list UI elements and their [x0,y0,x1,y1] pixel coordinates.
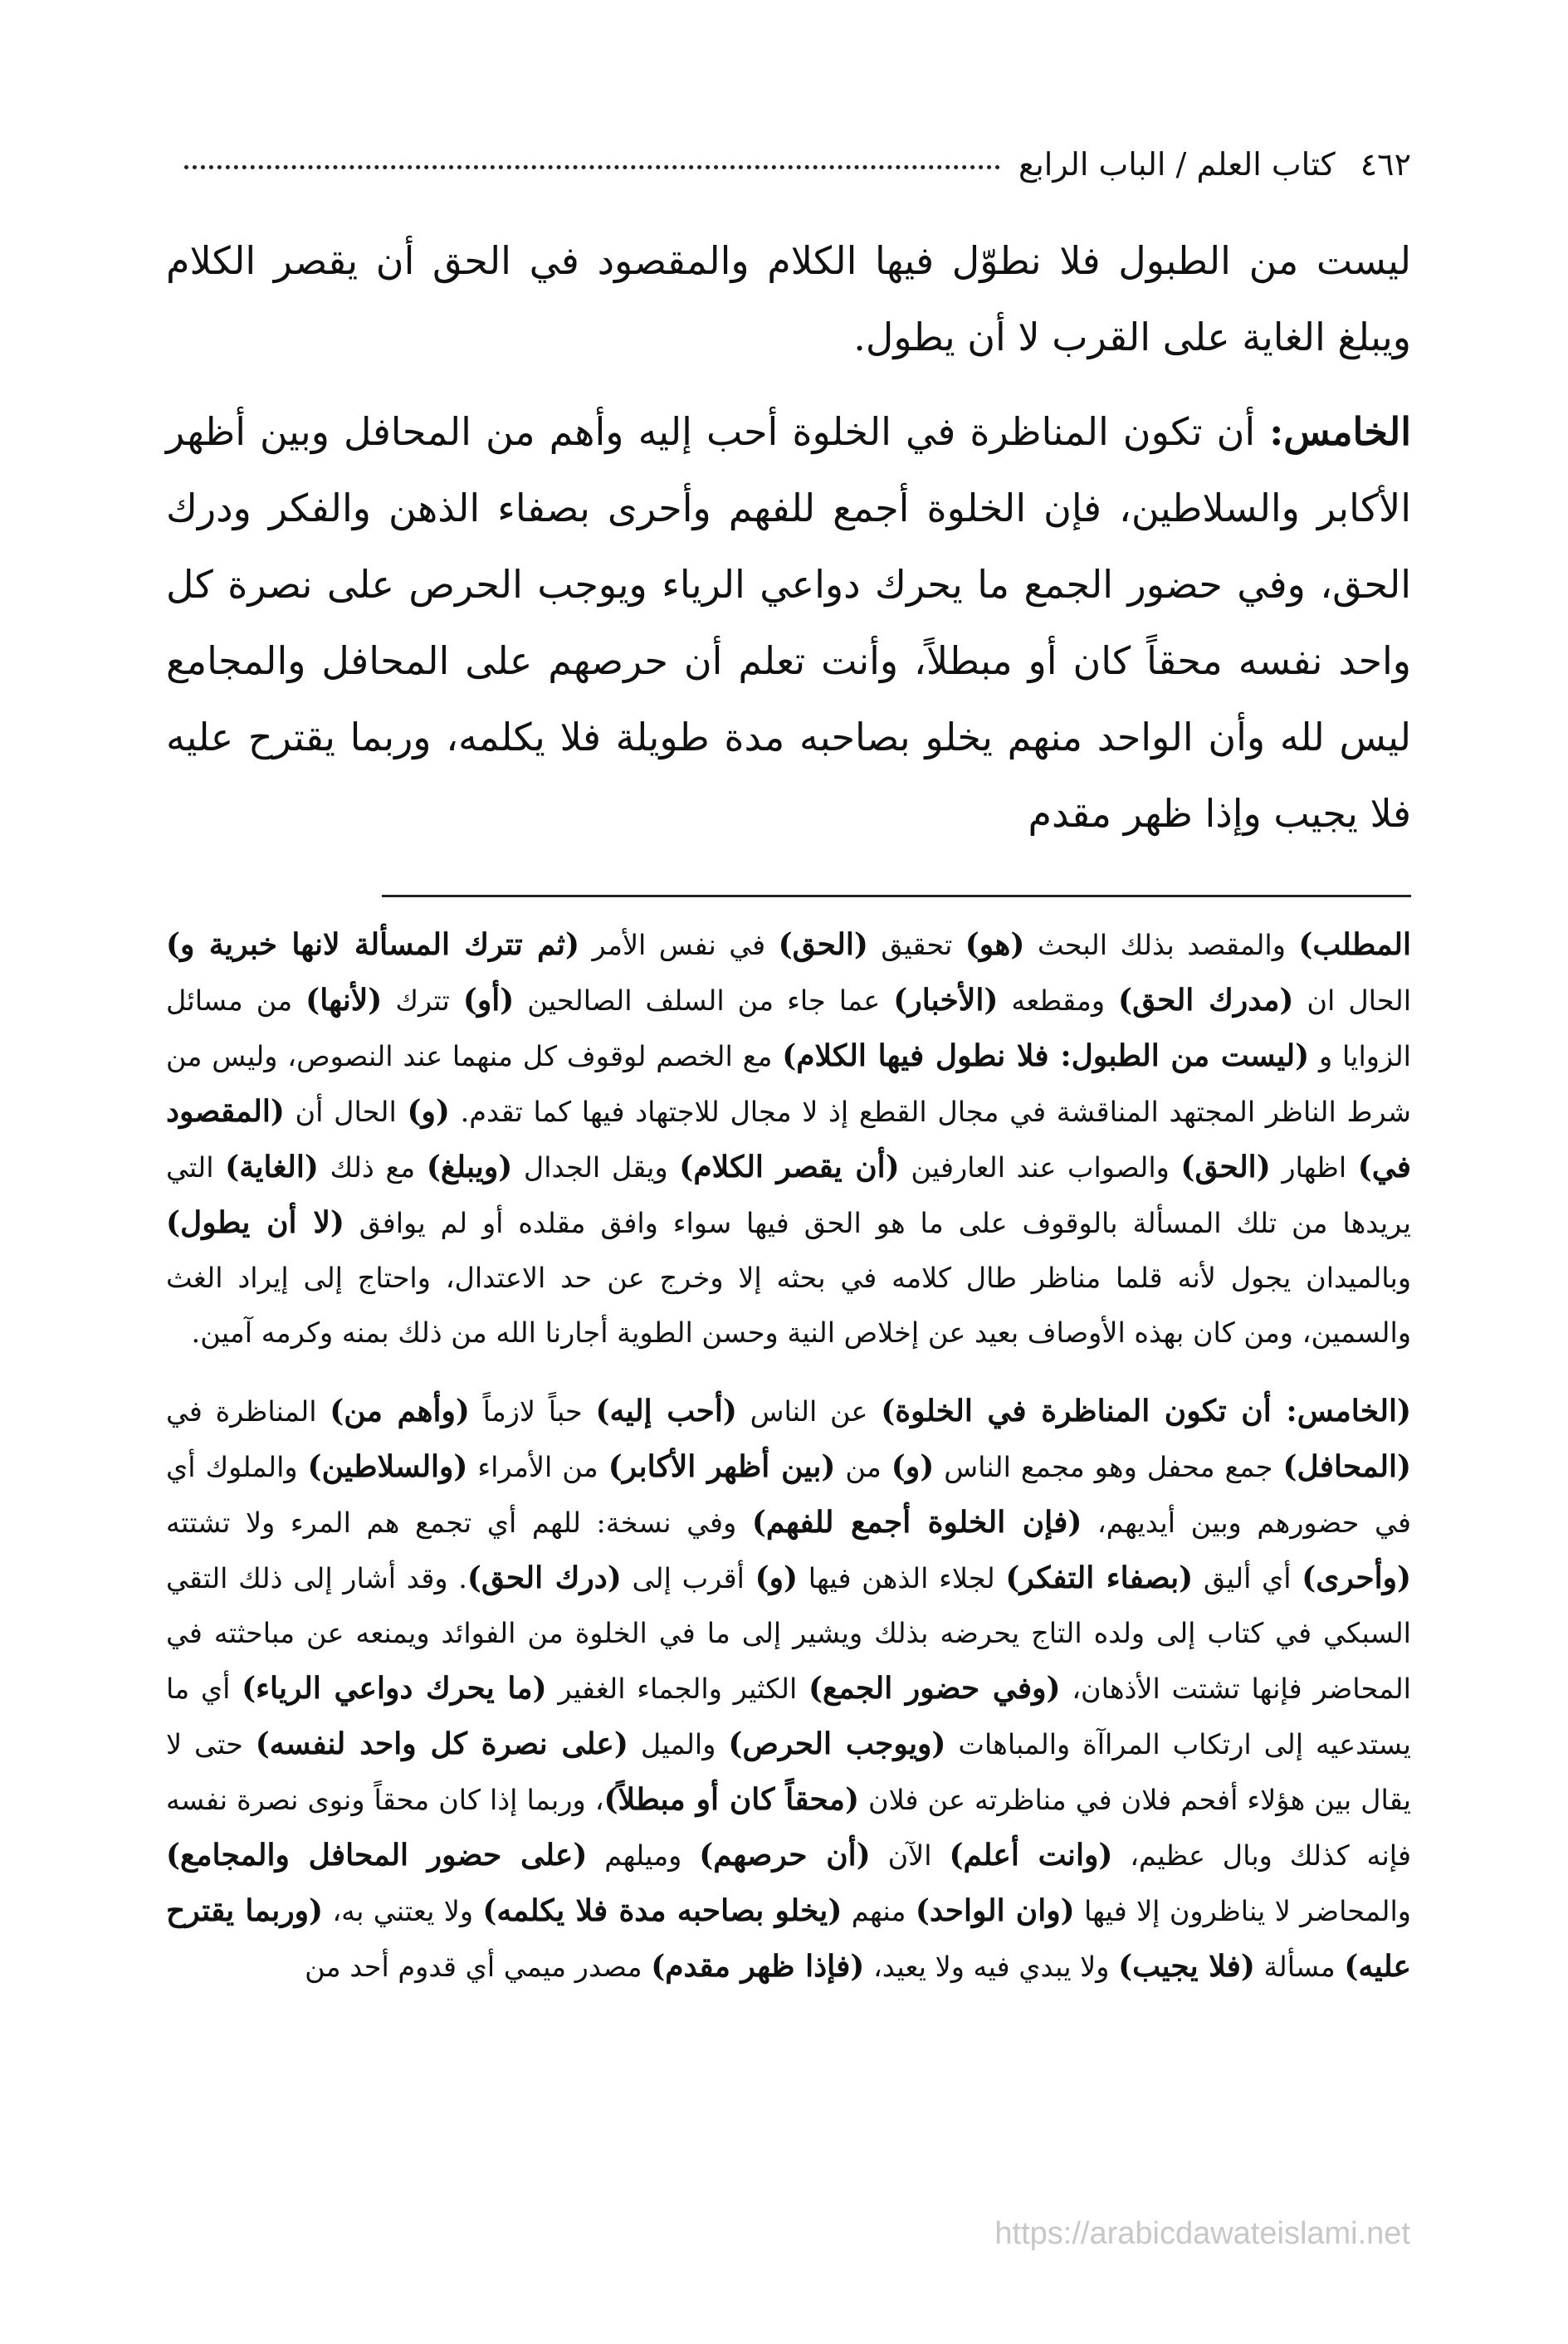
quoted-matn: (المقصود في) [166,1094,1412,1184]
commentary-text: والميل [628,1728,729,1760]
quoted-matn: (وربما يقترح عليه) [166,1893,1411,1984]
quoted-matn: (الخامس: أن تكون المناظرة في الخلوة) [881,1394,1412,1428]
quoted-matn: (بصفاء التفكر) [1005,1560,1194,1595]
commentary-text: اظهار [1270,1151,1358,1184]
quoted-matn: (والسلاطين) [307,1449,468,1484]
quoted-matn: (الغاية) [225,1150,319,1184]
commentary-text: من مسائل الزوايا و [166,984,1411,1072]
commentary-text: منهم [842,1895,916,1927]
quoted-matn: المطلب) [1298,927,1411,962]
quoted-matn: (أن حرصهم) [699,1838,871,1873]
commentary-text: أقرب إلى [621,1562,755,1594]
quoted-matn: (أن يقصر الكلام) [679,1150,900,1184]
quoted-matn: (ما يحرك دواعي الرياء) [242,1671,547,1706]
commentary-text: أي ما يستدعيه إلى ارتكاب المراآة والمباهات [166,1673,1411,1760]
commentary-text: الآن [870,1839,950,1872]
commentary-text: والمحاضر لا يناظرون إلا فيها [1074,1895,1411,1927]
quoted-matn: (فلا يجيب) [1118,1949,1255,1984]
quoted-matn: (المحافل) [1282,1449,1411,1484]
quoted-matn: (ويوجب الحرص) [728,1726,946,1761]
commentary-text: ويقل الجدال [512,1151,680,1184]
main-paragraph-body: أن تكون المناظرة في الخلوة أحب إليه وأهم من المحافل وبين أظهر الأكابر والسلاطين، فإن الخلوة أجمع للفهم وأحرى بصفاء الذهن والفكر ودرك الحق، وفي حضور الجمع ما يحرك دواعي الرياء ويوجب الحرص على نصرة كل واحد نفسه محقاً كان أو مبطلاً، وأنت تعلم أن حرصهم على المحافل والمجامع ليس لله وأن الواحد منهم يخلو بصاحبه مدة طويلة فلا يكلمه، وربما يقترح عليه فلا يجيب وإذا ظهر مقدم [166,409,1411,836]
quoted-matn: (و) [755,1560,799,1595]
quoted-matn: (الحق) [1180,1150,1271,1184]
commentary-text: ولا يعتني به، [323,1895,483,1927]
quoted-matn: (أحب إليه) [595,1394,737,1428]
quoted-matn: (وفي حضور الجمع) [808,1671,1061,1706]
commentary-text: وفي نسخة: للهم أي تجمع هم المرء ولا تشتته [166,1507,752,1539]
commentary-text: وميلهم [587,1839,700,1872]
quoted-matn: (على نصرة كل واحد لنفسه) [255,1726,628,1761]
running-header [166,125,1411,183]
commentary-text: الحال ان [1293,984,1412,1017]
quoted-matn: (مدرك الحق) [1118,983,1294,1018]
quoted-matn: (أو) [462,983,515,1018]
commentary-text: تترك [382,984,463,1017]
quoted-matn: (هو) [965,927,1025,962]
commentary-text: والمقصد بذلك البحث [1024,929,1299,961]
commentary-text: عما جاء من السلف الصالحين [514,984,894,1017]
quoted-matn: (ليست من الطبول: فلا نطول فيها الكلام) [782,1038,1310,1073]
quoted-matn: (ثم تترك المسألة لانها خبرية و) [166,927,580,962]
commentary [166,917,1411,1995]
commentary-text: في نفس الأمر [579,929,779,961]
commentary-text: وبالميدان يجول لأنه قلما مناظر طال كلامه في بحثه إلا وخرج عن حد الاعتدال، واحتاج إلى إيراد الغث والسمين، ومن كان بهذه الأوصاف بعيد عن إخلاص النية وحسن الطوية أجارنا الله من ذلك بمنه وكرمه آمين. [166,1262,1411,1349]
commentary-text: مع الخصم لوقوف كل منهما عند النصوص، وليس من شرط الناظر المجتهد المناقشة في مجال القطع إذ لا مجال للاجتهاد فيها كما تقدم. [166,1040,1411,1128]
commentary-text: الكثير والجماء الغفير [546,1673,809,1705]
commentary-text: من الأمراء [467,1451,608,1483]
commentary-text: أي أليق [1193,1562,1302,1594]
quoted-matn: (ويبلغ) [426,1150,513,1184]
quoted-matn: (لا أن يطول) [166,1205,344,1240]
quoted-matn: (لأنها) [305,983,383,1018]
quoted-matn: (وأهم من) [330,1394,470,1428]
commentary-text: عن الناس [736,1395,882,1428]
commentary-text: والملوك أي في حضورهم وبين أيديهم، [166,1451,1411,1539]
commentary-paragraph [166,1384,1411,1995]
quoted-matn: (بين أظهر الأكابر) [608,1449,836,1484]
quoted-matn: (يخلو بصاحبه مدة فلا يكلمه) [482,1893,843,1928]
quoted-matn: (الأخبار) [893,983,999,1018]
header-dot-leader [184,165,1000,169]
main-text [166,222,1411,852]
quoted-matn: (محقاً كان أو مبطلاً) [603,1782,859,1817]
commentary-paragraph [166,917,1411,1360]
commentary-text: التي يريدها من تلك المسألة بالوقوف على ما هو الحق فيها سواء وافق مقلده أو لم يوافق [166,1151,1411,1239]
quoted-matn: (فإذا ظهر مقدم) [651,1949,865,1984]
page-number: ٤٦٢ [1360,146,1411,183]
commentary-text: والصواب عند العارفين [899,1151,1181,1184]
quoted-matn: (فإن الخلوة أجمع للفهم) [751,1505,1082,1540]
quoted-matn: (الحق) [778,927,868,962]
commentary-text: تحقيق [867,929,965,961]
quoted-matn: (على حضور المحافل والمجامع) [166,1838,588,1873]
commentary-text: مصدر ميمي أي قدوم أحد من [305,1951,652,1983]
commentary-text: ولا يبدي فيه ولا يعيد، [864,1951,1119,1983]
main-paragraph [166,393,1411,852]
commentary-text: ، وربما إذا كان محقاً ونوى نصرة نفسه فإنه كذلك وبال عظيم، [166,1784,1412,1872]
quoted-matn: (درك الحق) [466,1560,622,1595]
commentary-text: حباً لازماً [469,1395,596,1428]
commentary-text: مسألة [1254,1951,1345,1983]
commentary-text: . وقد أشار إلى ذلك التقي السبكي في كتاب إلى ولده التاج يحرضه بذلك ويشير إلى ما في الخلوة من الفوائد ويمنعه عن مباحثته في المحاضر فإنها تشتت الأذهان، [166,1562,1411,1705]
commentary-text: من [835,1451,891,1483]
running-title: كتاب العلم / الباب الرابع [1018,146,1336,183]
quoted-matn: (و) [407,1094,450,1129]
commentary-text: جمع محفل وهو مجمع الناس [934,1451,1283,1483]
commentary-text: حتى لا يقال بين هؤلاء أفحم فلان في مناظرته عن فلان [166,1728,1411,1816]
main-paragraph: ليست من الطبول فلا نطوّل فيها الكلام والمقصود في الحق أن يقصر الكلام ويبلغ الغاية على القرب لا أن يطول. [166,238,1411,359]
quoted-matn: (وانت أعلم) [949,1838,1113,1873]
commentary-text: المناظرة في [166,1395,330,1428]
book-page [166,125,1411,1995]
footnote-divider [382,895,1411,897]
section-lead: الخامس: [1269,409,1411,454]
quoted-matn: (وان الواحد) [915,1893,1075,1928]
quoted-matn: (و) [891,1449,935,1484]
commentary-text: الحال أن [284,1096,408,1128]
commentary-text: ومقطعه [998,984,1119,1017]
watermark: https://arabicdawateislami.net [994,2216,1410,2251]
quoted-matn: (وأحرى) [1302,1560,1412,1595]
commentary-text: مع ذلك [318,1151,427,1184]
commentary-text: لجلاء الذهن فيها [798,1562,1006,1594]
